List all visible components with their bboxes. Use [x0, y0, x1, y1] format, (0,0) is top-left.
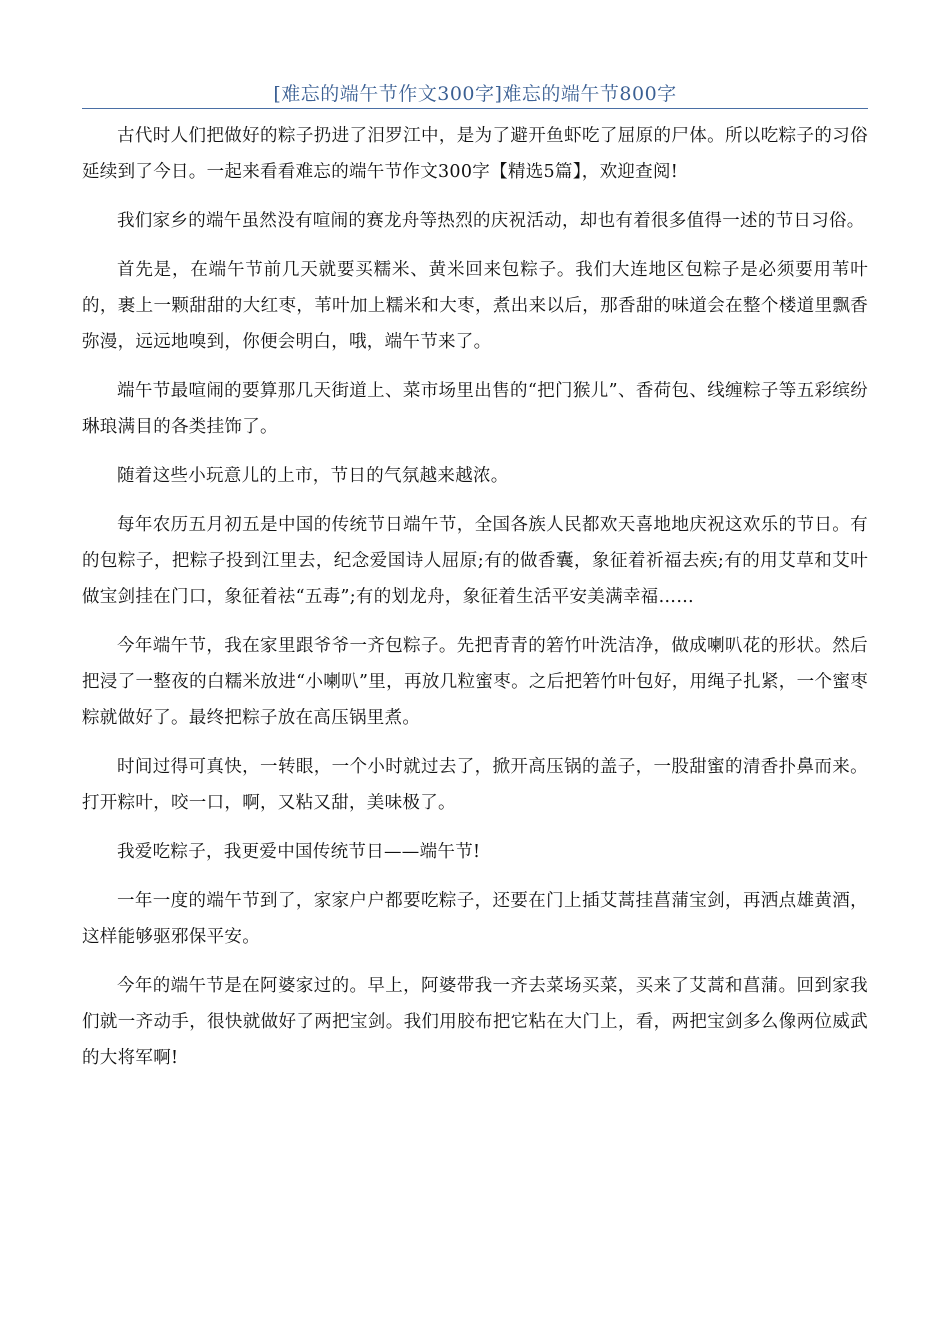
paragraph-6: 每年农历五月初五是中国的传统节日端午节，全国各族人民都欢天喜地地庆祝这欢乐的节日。有的包粽子，把粽子投到江里去，纪念爱国诗人屈原;有的做香囊，象征着祈福去疾;有的用艾草和艾叶做宝剑挂在门口，象征着祛“五毒”;有的划龙舟，象征着生活平安美满幸福…… — [82, 515, 868, 607]
paragraph-3: 首先是，在端午节前几天就要买糯米、黄米回来包粽子。我们大连地区包粽子是必须要用苇叶的，裹上一颗甜甜的大红枣，苇叶加上糯米和大枣，煮出来以后，那香甜的味道会在整个楼道里飘香弥漫，远远地嗅到，你便会明白，哦，端午节来了。 — [82, 260, 868, 352]
paragraph-11: 今年的端午节是在阿婆家过的。早上，阿婆带我一齐去菜场买菜，买来了艾蒿和菖蒲。回到家我们就一齐动手，很快就做好了两把宝剑。我们用胶布把它粘在大门上，看，两把宝剑多么像两位威武的大将军啊! — [82, 976, 868, 1068]
page-header — [82, 80, 868, 109]
paragraph-7: 今年端午节，我在家里跟爷爷一齐包粽子。先把青青的箬竹叶洗洁净，做成喇叭花的形状。然后把浸了一整夜的白糯米放进“小喇叭”里，再放几粒蜜枣。之后把箬竹叶包好，用绳子扎紧，一个蜜枣粽就做好了。最终把粽子放在高压锅里煮。 — [82, 636, 868, 728]
document-body — [82, 118, 868, 1089]
paragraph-4: 端午节最喧闹的要算那几天街道上、菜市场里出售的“把门猴儿”、香荷包、线缠粽子等五彩缤纷琳琅满目的各类挂饰了。 — [82, 381, 868, 437]
paragraph-2: 我们家乡的端午虽然没有喧闹的赛龙舟等热烈的庆祝活动，却也有着很多值得一述的节日习俗。 — [117, 211, 865, 231]
paragraph-10: 一年一度的端午节到了，家家户户都要吃粽子，还要在门上插艾蒿挂菖蒲宝剑，再洒点雄黄酒，这样能够驱邪保平安。 — [82, 891, 868, 947]
paragraph-9: 我爱吃粽子，我更爱中国传统节日——端午节! — [117, 842, 481, 862]
paragraph-8: 时间过得可真快，一转眼，一个小时就过去了，掀开高压锅的盖子，一股甜蜜的清香扑鼻而来。打开粽叶，咬一口，啊，又粘又甜，美味极了。 — [82, 757, 868, 813]
paragraph-1: 古代时人们把做好的粽子扔进了汨罗江中，是为了避开鱼虾吃了屈原的尸体。所以吃粽子的习俗延续到了今日。一起来看看难忘的端午节作文300字【精选5篇】，欢迎查阅! — [82, 126, 868, 182]
paragraph-5: 随着这些小玩意儿的上市，节日的气氛越来越浓。 — [117, 466, 509, 486]
document-title: [难忘的端午节作文300字]难忘的端午节800字 — [273, 83, 677, 105]
